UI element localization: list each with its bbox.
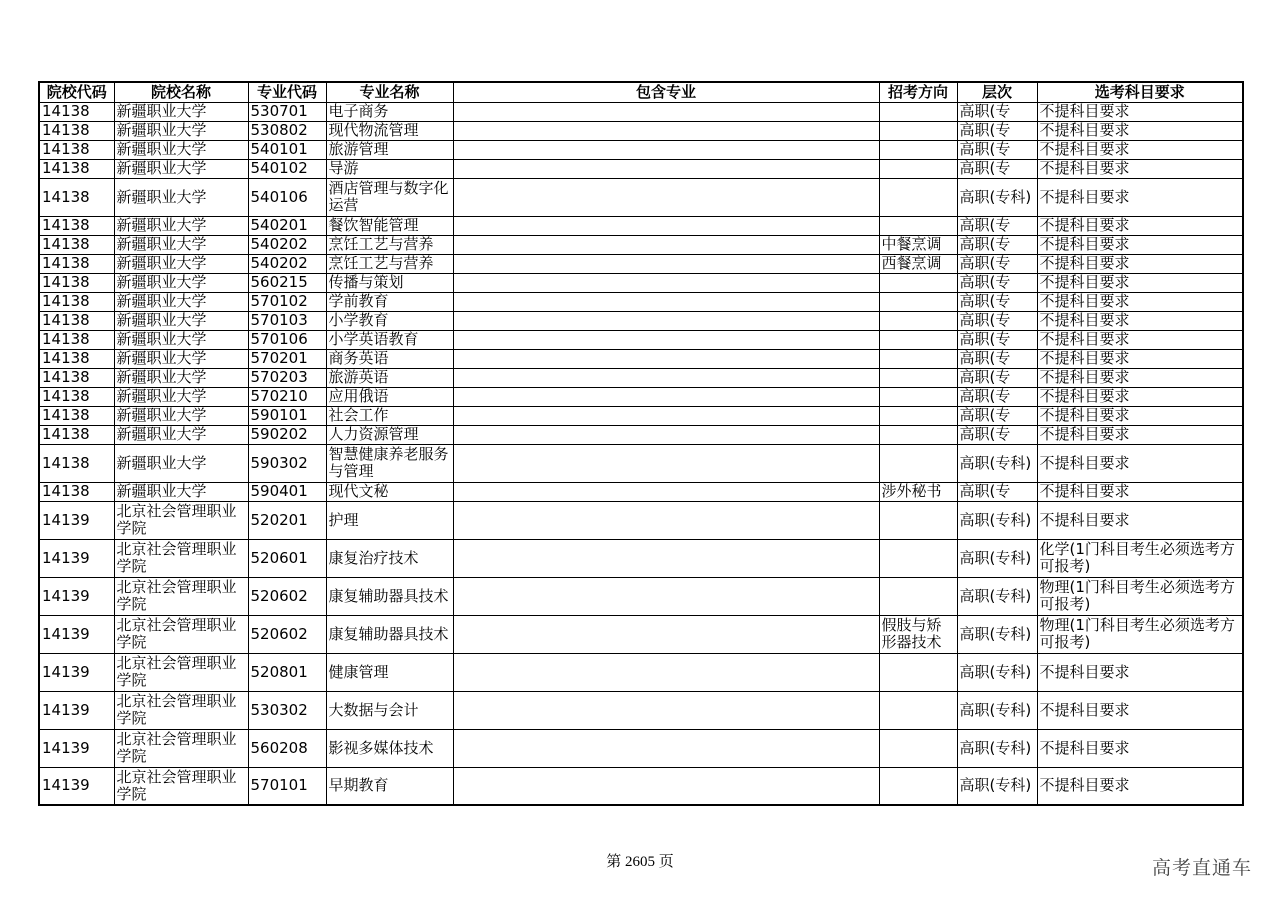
level-cell: 高职(专	[957, 330, 1037, 349]
subject-req-cell: 物理(1门科目考生必须选考方可报考)	[1037, 577, 1243, 615]
subject-req-cell: 不提科目要求	[1037, 406, 1243, 425]
major-code-cell: 590101	[248, 406, 326, 425]
school-name-cell: 新疆职业大学	[114, 482, 248, 501]
level-cell: 高职(专	[957, 292, 1037, 311]
major-code-cell: 540102	[248, 159, 326, 178]
school-code-cell: 14138	[39, 311, 114, 330]
subject-req-cell: 不提科目要求	[1037, 349, 1243, 368]
school-name-cell: 新疆职业大学	[114, 216, 248, 235]
school-code-cell: 14139	[39, 653, 114, 691]
school-code-cell: 14138	[39, 102, 114, 121]
level-cell: 高职(专	[957, 254, 1037, 273]
major-code-cell: 530701	[248, 102, 326, 121]
table-row	[39, 691, 1243, 729]
level-cell: 高职(专科)	[957, 444, 1037, 482]
school-code-cell: 14139	[39, 615, 114, 653]
col-header-subject-req: 选考科目要求	[1037, 82, 1243, 102]
table-row	[39, 330, 1243, 349]
major-code-cell: 570106	[248, 330, 326, 349]
table-row	[39, 178, 1243, 216]
school-name-cell: 新疆职业大学	[114, 140, 248, 159]
included-majors-cell	[453, 425, 879, 444]
page-number: 第 2605 页	[606, 854, 674, 870]
table-row	[39, 254, 1243, 273]
included-majors-cell	[453, 178, 879, 216]
included-majors-cell	[453, 159, 879, 178]
school-code-cell: 14138	[39, 254, 114, 273]
school-name-cell: 新疆职业大学	[114, 121, 248, 140]
subject-req-cell: 不提科目要求	[1037, 729, 1243, 767]
direction-cell	[879, 653, 957, 691]
table-row	[39, 653, 1243, 691]
school-name-cell: 北京社会管理职业学院	[114, 577, 248, 615]
level-cell: 高职(专	[957, 159, 1037, 178]
major-code-cell: 530802	[248, 121, 326, 140]
school-code-cell: 14139	[39, 729, 114, 767]
table-row	[39, 577, 1243, 615]
level-cell: 高职(专科)	[957, 539, 1037, 577]
school-name-cell: 北京社会管理职业学院	[114, 653, 248, 691]
major-name-cell: 酒店管理与数字化运营	[326, 178, 453, 216]
level-cell: 高职(专	[957, 235, 1037, 254]
school-code-cell: 14138	[39, 444, 114, 482]
col-header-school-code: 院校代码	[39, 82, 114, 102]
subject-req-cell: 不提科目要求	[1037, 387, 1243, 406]
major-name-cell: 导游	[326, 159, 453, 178]
major-code-cell: 540101	[248, 140, 326, 159]
level-cell: 高职(专	[957, 425, 1037, 444]
subject-req-cell: 不提科目要求	[1037, 102, 1243, 121]
table-row	[39, 539, 1243, 577]
table-row	[39, 235, 1243, 254]
watermark-logo-text: 高考直通车	[1151, 857, 1252, 879]
school-name-cell: 新疆职业大学	[114, 387, 248, 406]
major-code-cell: 570102	[248, 292, 326, 311]
school-name-cell: 新疆职业大学	[114, 178, 248, 216]
school-code-cell: 14138	[39, 121, 114, 140]
major-name-cell: 旅游管理	[326, 140, 453, 159]
included-majors-cell	[453, 539, 879, 577]
major-name-cell: 影视多媒体技术	[326, 729, 453, 767]
subject-req-cell: 物理(1门科目考生必须选考方可报考)	[1037, 615, 1243, 653]
included-majors-cell	[453, 140, 879, 159]
included-majors-cell	[453, 406, 879, 425]
major-name-cell: 康复治疗技术	[326, 539, 453, 577]
included-majors-cell	[453, 235, 879, 254]
school-name-cell: 北京社会管理职业学院	[114, 539, 248, 577]
major-code-cell: 570101	[248, 767, 326, 805]
level-cell: 高职(专科)	[957, 691, 1037, 729]
included-majors-cell	[453, 273, 879, 292]
direction-cell	[879, 767, 957, 805]
col-header-major-name: 专业名称	[326, 82, 453, 102]
level-cell: 高职(专	[957, 368, 1037, 387]
subject-req-cell: 不提科目要求	[1037, 140, 1243, 159]
major-code-cell: 570203	[248, 368, 326, 387]
col-header-direction: 招考方向	[879, 82, 957, 102]
school-name-cell: 新疆职业大学	[114, 406, 248, 425]
major-code-cell: 590401	[248, 482, 326, 501]
subject-req-cell: 不提科目要求	[1037, 767, 1243, 805]
table-row	[39, 425, 1243, 444]
subject-req-cell: 不提科目要求	[1037, 273, 1243, 292]
level-cell: 高职(专	[957, 121, 1037, 140]
subject-req-cell: 不提科目要求	[1037, 501, 1243, 539]
school-code-cell: 14138	[39, 387, 114, 406]
direction-cell	[879, 691, 957, 729]
level-cell: 高职(专	[957, 482, 1037, 501]
table-row	[39, 767, 1243, 805]
major-code-cell: 590302	[248, 444, 326, 482]
direction-cell	[879, 311, 957, 330]
major-name-cell: 健康管理	[326, 653, 453, 691]
table-row	[39, 273, 1243, 292]
included-majors-cell	[453, 254, 879, 273]
school-code-cell: 14138	[39, 140, 114, 159]
admissions-table	[38, 81, 1244, 806]
school-code-cell: 14138	[39, 273, 114, 292]
included-majors-cell	[453, 102, 879, 121]
table-row	[39, 121, 1243, 140]
major-name-cell: 康复辅助器具技术	[326, 577, 453, 615]
subject-req-cell: 不提科目要求	[1037, 425, 1243, 444]
direction-cell	[879, 444, 957, 482]
direction-cell	[879, 387, 957, 406]
major-name-cell: 商务英语	[326, 349, 453, 368]
subject-req-cell: 不提科目要求	[1037, 653, 1243, 691]
major-code-cell: 570103	[248, 311, 326, 330]
major-name-cell: 现代文秘	[326, 482, 453, 501]
major-name-cell: 社会工作	[326, 406, 453, 425]
direction-cell: 中餐烹调	[879, 235, 957, 254]
school-name-cell: 新疆职业大学	[114, 254, 248, 273]
school-code-cell: 14138	[39, 159, 114, 178]
school-code-cell: 14139	[39, 539, 114, 577]
included-majors-cell	[453, 482, 879, 501]
school-code-cell: 14138	[39, 482, 114, 501]
included-majors-cell	[453, 577, 879, 615]
major-name-cell: 人力资源管理	[326, 425, 453, 444]
table-row	[39, 140, 1243, 159]
subject-req-cell: 不提科目要求	[1037, 330, 1243, 349]
direction-cell: 假肢与矫形器技术	[879, 615, 957, 653]
header-row	[39, 82, 1243, 102]
included-majors-cell	[453, 216, 879, 235]
table-row	[39, 387, 1243, 406]
major-code-cell: 520601	[248, 539, 326, 577]
included-majors-cell	[453, 691, 879, 729]
subject-req-cell: 不提科目要求	[1037, 311, 1243, 330]
school-name-cell: 新疆职业大学	[114, 102, 248, 121]
level-cell: 高职(专	[957, 349, 1037, 368]
subject-req-cell: 不提科目要求	[1037, 159, 1243, 178]
level-cell: 高职(专	[957, 273, 1037, 292]
table-row	[39, 501, 1243, 539]
direction-cell	[879, 102, 957, 121]
major-name-cell: 烹饪工艺与营养	[326, 235, 453, 254]
major-name-cell: 烹饪工艺与营养	[326, 254, 453, 273]
included-majors-cell	[453, 615, 879, 653]
direction-cell	[879, 292, 957, 311]
major-name-cell: 现代物流管理	[326, 121, 453, 140]
included-majors-cell	[453, 349, 879, 368]
major-name-cell: 传播与策划	[326, 273, 453, 292]
table-row	[39, 368, 1243, 387]
col-header-school-name: 院校名称	[114, 82, 248, 102]
major-name-cell: 护理	[326, 501, 453, 539]
included-majors-cell	[453, 387, 879, 406]
major-name-cell: 大数据与会计	[326, 691, 453, 729]
col-header-level: 层次	[957, 82, 1037, 102]
level-cell: 高职(专	[957, 140, 1037, 159]
major-code-cell: 540201	[248, 216, 326, 235]
subject-req-cell: 不提科目要求	[1037, 292, 1243, 311]
school-code-cell: 14139	[39, 691, 114, 729]
table-row	[39, 406, 1243, 425]
school-name-cell: 新疆职业大学	[114, 330, 248, 349]
subject-req-cell: 不提科目要求	[1037, 254, 1243, 273]
school-code-cell: 14138	[39, 406, 114, 425]
major-name-cell: 早期教育	[326, 767, 453, 805]
major-code-cell: 520602	[248, 577, 326, 615]
direction-cell	[879, 216, 957, 235]
included-majors-cell	[453, 121, 879, 140]
school-name-cell: 北京社会管理职业学院	[114, 767, 248, 805]
subject-req-cell: 不提科目要求	[1037, 178, 1243, 216]
direction-cell	[879, 425, 957, 444]
level-cell: 高职(专科)	[957, 615, 1037, 653]
school-name-cell: 北京社会管理职业学院	[114, 501, 248, 539]
school-name-cell: 北京社会管理职业学院	[114, 691, 248, 729]
major-name-cell: 小学英语教育	[326, 330, 453, 349]
direction-cell	[879, 368, 957, 387]
level-cell: 高职(专	[957, 406, 1037, 425]
school-name-cell: 新疆职业大学	[114, 349, 248, 368]
included-majors-cell	[453, 501, 879, 539]
table-row	[39, 444, 1243, 482]
level-cell: 高职(专科)	[957, 729, 1037, 767]
level-cell: 高职(专科)	[957, 178, 1037, 216]
school-name-cell: 新疆职业大学	[114, 292, 248, 311]
school-name-cell: 新疆职业大学	[114, 159, 248, 178]
major-code-cell: 560215	[248, 273, 326, 292]
school-code-cell: 14138	[39, 292, 114, 311]
school-name-cell: 新疆职业大学	[114, 311, 248, 330]
included-majors-cell	[453, 311, 879, 330]
level-cell: 高职(专科)	[957, 767, 1037, 805]
school-name-cell: 北京社会管理职业学院	[114, 729, 248, 767]
major-name-cell: 学前教育	[326, 292, 453, 311]
major-name-cell: 康复辅助器具技术	[326, 615, 453, 653]
level-cell: 高职(专	[957, 311, 1037, 330]
major-code-cell: 520602	[248, 615, 326, 653]
school-code-cell: 14138	[39, 368, 114, 387]
level-cell: 高职(专	[957, 216, 1037, 235]
included-majors-cell	[453, 653, 879, 691]
school-code-cell: 14138	[39, 216, 114, 235]
subject-req-cell: 不提科目要求	[1037, 691, 1243, 729]
included-majors-cell	[453, 729, 879, 767]
major-code-cell: 520201	[248, 501, 326, 539]
school-name-cell: 新疆职业大学	[114, 444, 248, 482]
major-code-cell: 540106	[248, 178, 326, 216]
school-code-cell: 14138	[39, 178, 114, 216]
table-row	[39, 102, 1243, 121]
level-cell: 高职(专科)	[957, 577, 1037, 615]
direction-cell	[879, 349, 957, 368]
major-code-cell: 540202	[248, 254, 326, 273]
school-name-cell: 新疆职业大学	[114, 235, 248, 254]
direction-cell	[879, 406, 957, 425]
direction-cell	[879, 577, 957, 615]
school-name-cell: 新疆职业大学	[114, 368, 248, 387]
major-name-cell: 应用俄语	[326, 387, 453, 406]
direction-cell	[879, 539, 957, 577]
subject-req-cell: 不提科目要求	[1037, 216, 1243, 235]
direction-cell	[879, 501, 957, 539]
school-name-cell: 新疆职业大学	[114, 425, 248, 444]
subject-req-cell: 不提科目要求	[1037, 444, 1243, 482]
major-name-cell: 餐饮智能管理	[326, 216, 453, 235]
table-row	[39, 159, 1243, 178]
col-header-major-code: 专业代码	[248, 82, 326, 102]
school-code-cell: 14138	[39, 330, 114, 349]
included-majors-cell	[453, 330, 879, 349]
major-name-cell: 智慧健康养老服务与管理	[326, 444, 453, 482]
major-name-cell: 小学教育	[326, 311, 453, 330]
subject-req-cell: 不提科目要求	[1037, 482, 1243, 501]
direction-cell	[879, 178, 957, 216]
school-name-cell: 北京社会管理职业学院	[114, 615, 248, 653]
major-code-cell: 540202	[248, 235, 326, 254]
direction-cell	[879, 140, 957, 159]
level-cell: 高职(专	[957, 387, 1037, 406]
major-code-cell: 560208	[248, 729, 326, 767]
table-row	[39, 729, 1243, 767]
direction-cell	[879, 273, 957, 292]
subject-req-cell: 不提科目要求	[1037, 235, 1243, 254]
subject-req-cell: 化学(1门科目考生必须选考方可报考)	[1037, 539, 1243, 577]
col-header-included-majors: 包含专业	[453, 82, 879, 102]
included-majors-cell	[453, 292, 879, 311]
table-row	[39, 482, 1243, 501]
table-row	[39, 216, 1243, 235]
major-code-cell: 570201	[248, 349, 326, 368]
major-code-cell: 570210	[248, 387, 326, 406]
direction-cell	[879, 159, 957, 178]
major-code-cell: 590202	[248, 425, 326, 444]
table-row	[39, 349, 1243, 368]
level-cell: 高职(专	[957, 102, 1037, 121]
table-row	[39, 311, 1243, 330]
table-row	[39, 292, 1243, 311]
subject-req-cell: 不提科目要求	[1037, 121, 1243, 140]
major-code-cell: 520801	[248, 653, 326, 691]
direction-cell: 涉外秘书	[879, 482, 957, 501]
school-code-cell: 14138	[39, 425, 114, 444]
major-code-cell: 530302	[248, 691, 326, 729]
table-row	[39, 615, 1243, 653]
direction-cell	[879, 729, 957, 767]
direction-cell: 西餐烹调	[879, 254, 957, 273]
subject-req-cell: 不提科目要求	[1037, 368, 1243, 387]
school-code-cell: 14138	[39, 349, 114, 368]
level-cell: 高职(专科)	[957, 653, 1037, 691]
major-name-cell: 电子商务	[326, 102, 453, 121]
major-name-cell: 旅游英语	[326, 368, 453, 387]
direction-cell	[879, 121, 957, 140]
direction-cell	[879, 330, 957, 349]
school-code-cell: 14139	[39, 501, 114, 539]
school-code-cell: 14138	[39, 235, 114, 254]
included-majors-cell	[453, 444, 879, 482]
school-code-cell: 14139	[39, 577, 114, 615]
school-name-cell: 新疆职业大学	[114, 273, 248, 292]
included-majors-cell	[453, 767, 879, 805]
included-majors-cell	[453, 368, 879, 387]
school-code-cell: 14139	[39, 767, 114, 805]
level-cell: 高职(专科)	[957, 501, 1037, 539]
